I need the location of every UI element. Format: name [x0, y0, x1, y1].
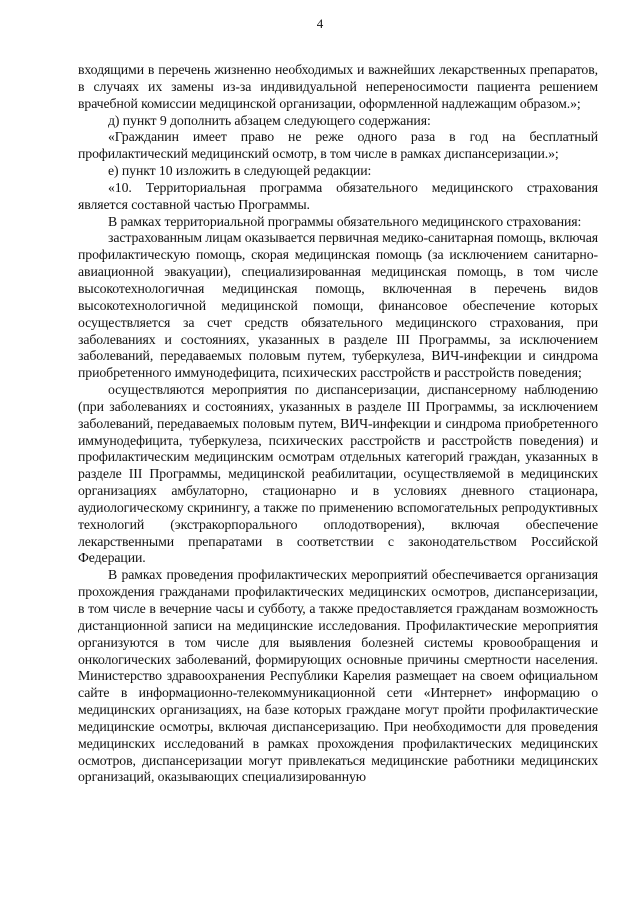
paragraph-dispensarization: осуществляются мероприятия по диспансеризации, диспансерному наблюдению (при заболеваниях и состояниях, указанных в разделе III Программы, за исключением заболеваний, передаваемых половым путем, ВИЧ-инфекции и синдрома приобретенного иммунодефицита, туберкулеза, психических расстройств и расстройств поведения) и профилактическим медицинским осмотрам отдельных категорий граждан, указанных в разделе III Программы, медицинской реабилитации, осуществляемой в медицинских организациях амбулаторно, стационарно и в условиях дневного стационара, аудиологическому скринингу, а также по применению вспомогательных репродуктивных технологий (экстракорпорального оплодотворения), включая обеспечение лекарственными препаратами в соответствии с законодательством Российской Федерации.	[78, 382, 598, 566]
paragraph-point-10: «10. Территориальная программа обязательного медицинского страхования является составной частью Программы.	[78, 179, 598, 212]
paragraph-item-e: е) пункт 10 изложить в следующей редакции:	[108, 163, 372, 179]
paragraph-insured-care: застрахованным лицам оказывается первичная медико-санитарная помощь, включая профилактическую помощь, скорая медицинская помощь (за исключением санитарно-авиационной эвакуации), специализированная медицинская помощь, в том числе высокотехнологичная медицинская помощь, включенная в перечень видов высокотехнологичной медицинской помощи, финансовое обеспечение которых осуществляется за счет средств обязательного медицинского страхования, при заболеваниях и состояниях, указанных в разделе III Программы, за исключением заболеваний, передаваемых половым путем, туберкулеза, ВИЧ-инфекции и синдрома приобретенного иммунодефицита, психических расстройств и расстройств поведения;	[78, 230, 598, 381]
page-number: 4	[316, 16, 324, 31]
paragraph-item-d: д) пункт 9 дополнить абзацем следующего содержания:	[108, 112, 431, 128]
paragraph-oms-scope: В рамках территориальной программы обязательного медицинского страхования:	[108, 213, 582, 229]
paragraph-quote-citizen-right: «Гражданин имеет право не реже одного раза в год на бесплатный профилактический медицинский осмотр, в том числе в рамках диспансеризации.»;	[78, 129, 598, 162]
paragraph-continuation: входящими в перечень жизненно необходимых и важнейших лекарственных препаратов, в случаях их замены из-за индивидуальной непереносимости пациента решением врачебной комиссии медицинской организации, оформленной надлежащим образом.»;	[78, 62, 598, 111]
document-body	[78, 62, 598, 786]
paragraph-preventive-measures: В рамках проведения профилактических мероприятий обеспечивается организация прохождения гражданами профилактических медицинских осмотров, диспансеризации, в том числе в вечерние часы и субботу, а также предоставляется гражданам возможность дистанционной записи на медицинские исследования. Профилактические мероприятия организуются в том числе для выявления болезней системы кровообращения и онкологических заболеваний, формирующих основные причины смертности населения. Министерство здравоохранения Республики Карелия размещает на своем официальном сайте в информационно-телекоммуникационной сети «Интернет» информацию о медицинских организациях, на базе которых граждане могут пройти профилактические медицинские осмотры, включая диспансеризацию. При необходимости для проведения медицинских исследований в рамках прохождения профилактических медицинских осмотров, диспансеризации могут привлекаться медицинские работники медицинских организаций, оказывающих специализированную	[78, 567, 598, 785]
